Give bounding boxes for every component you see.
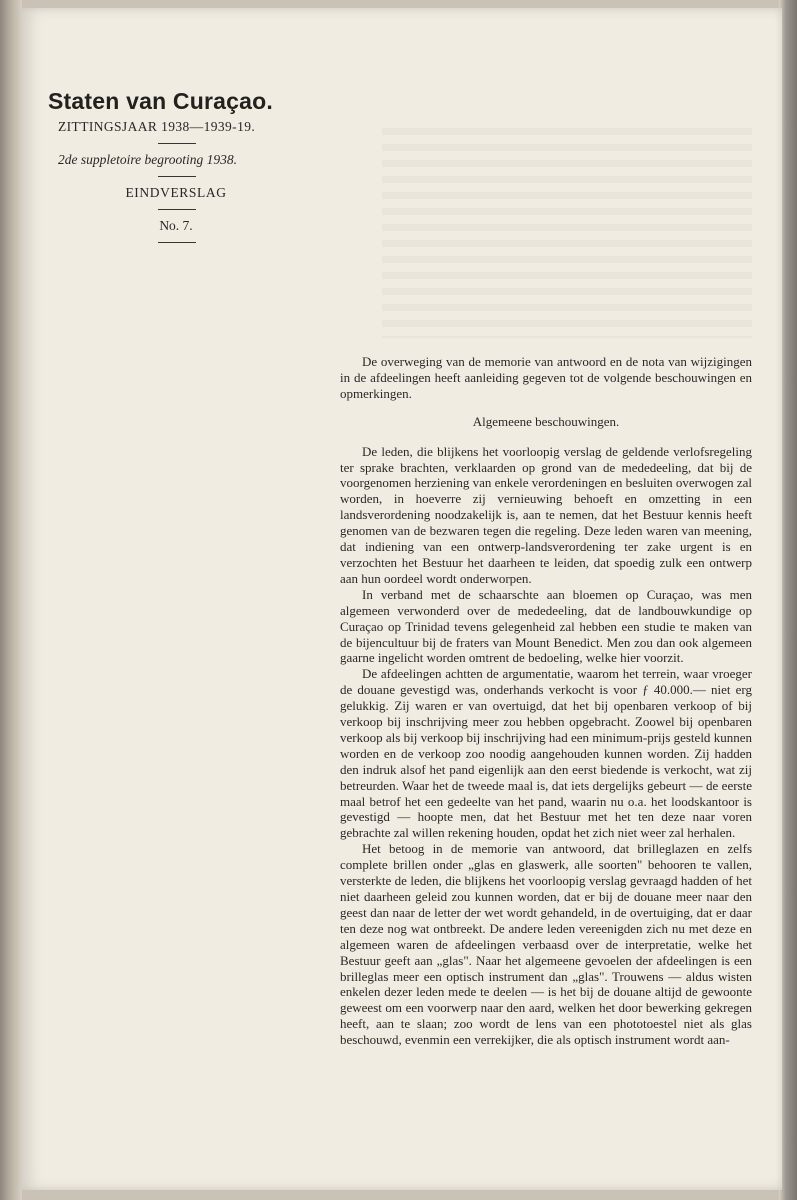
body-paragraph: De afdeelingen achtten de argumentatie, waarom het terrein, waar vroeger de douane gevestigd was, onderhands verkocht is voor ƒ 40.000.— niet erg gelukkig. Zij waren er van overtuigd, dat het bij openbaren verkoop of bij verkoop bij inschrijving meer zou hebben opgebracht. Zoowel bij openbaren verkoop als bij verkoop bij inschrijving had een minimum-prijs gesteld kunnen worden en de verkoop zoo noodig aangehouden kunnen worden. Zij hadden den indruk alsof het pand eigenlijk aan den eerst biedende is verkocht, wat zij betreurden. Waar het de tweede maal is, dat iets dergelijks gebeurt — de eerste maal betrof het een gedeelte van het pand, waarin nu o.a. het loodskantoor is gevestigd — hoopte men, dat het Bestuur met het ten deze naar voren gebrachte zal willen rekening houden, opdat het zich niet weer zal herhalen.: [340, 666, 752, 841]
body-paragraph: In verband met de schaarschte aan bloemen op Curaçao, was men algemeen verwonderd over de mededeeling, dat de landbouwkundige op Curaçao op Trinidad tevens gelegenheid zal hebben een studie te maken van de bijencultuur bij de fraters van Mount Benedict. Men zou dan ook algemeen gaarne ingelicht worden omtrent de bedoeling, welke hier voorzit.: [340, 586, 752, 666]
document-body: [340, 354, 752, 1048]
document-page: [22, 8, 782, 1190]
section-heading: Algemeene beschouwingen.: [472, 413, 620, 429]
book-spine: [0, 0, 22, 1200]
divider: [158, 242, 196, 243]
document-subtitle: 2de suppletoire begrooting 1938.: [58, 152, 237, 167]
body-paragraph: De leden, die blijkens het voorloopig verslag de geldende verlofsregeling ter sprake brachten, verklaarden op grond van de mededeeling, dat bij de voorgenomen herziening van enkele verordeningen en besluiten overwogen zal worden, in hoeverre zij vernieuwing behoeft en omzetting in een landsverordening noodzakelijk is, aan te nemen, dat het Bestuur kennis heeft genomen van de bezwaren tegen die regeling. Deze leden waren van meening, dat indiening van een ontwerp-landsverordening ter zake urgent is en verzochten het Bestuur het daarheen te leiden, dat spoedig zulk een ontwerp aan hun oordeel wordt onderworpen.: [340, 443, 752, 586]
document-header: [48, 88, 298, 243]
document-title: Staten van Curaçao.: [48, 88, 273, 114]
document-number: No. 7.: [159, 218, 193, 233]
divider: [158, 209, 196, 210]
divider: [158, 143, 196, 144]
divider: [158, 176, 196, 177]
body-paragraph: Het betoog in de memorie van antwoord, dat brilleglazen en zelfs complete brillen onder „glas en glaswerk, alle soorten" behooren te vallen, versterkte de leden, die blijkens het voorloopig verslag gevraagd hadden of het niet daarheen geleid zou kunnen worden, dat er bij de douane meer naar den geest dan naar de letter der wet wordt gehandeld, in de overtuiging, dat er daar ten deze nog wat ontbreekt. De andere leden vereenigden zich nu met deze en algemeen waren de afdeelingen verbaasd over de interpretatie, welke het Bestuur geeft aan „glas". Naar het algemeene gevoelen der afdeelingen is een brilleglas meer een optisch instrument dan „glas". Trouwens — aldus wisten enkelen dezer leden mede te deelen — is het bij de douane altijd de gewoonte geweest om een voorwerp naar den aard, welken het door bewerking gekregen heeft, aan te slaan; zoo wordt de lens van een phototoestel niet als glas beschouwd, evenmin een verrekijker, die als optisch instrument wordt aan-: [340, 841, 752, 1048]
session-year: ZITTINGSJAAR 1938—1939-19.: [58, 119, 256, 134]
show-through-text: [382, 128, 752, 338]
document-type: EINDVERSLAG: [125, 185, 227, 200]
intro-paragraph: De overweging van de memorie van antwoord en de nota van wijzigingen in de afdeelingen heeft aanleiding gegeven tot de volgende beschouwingen en opmerkingen.: [340, 354, 752, 401]
